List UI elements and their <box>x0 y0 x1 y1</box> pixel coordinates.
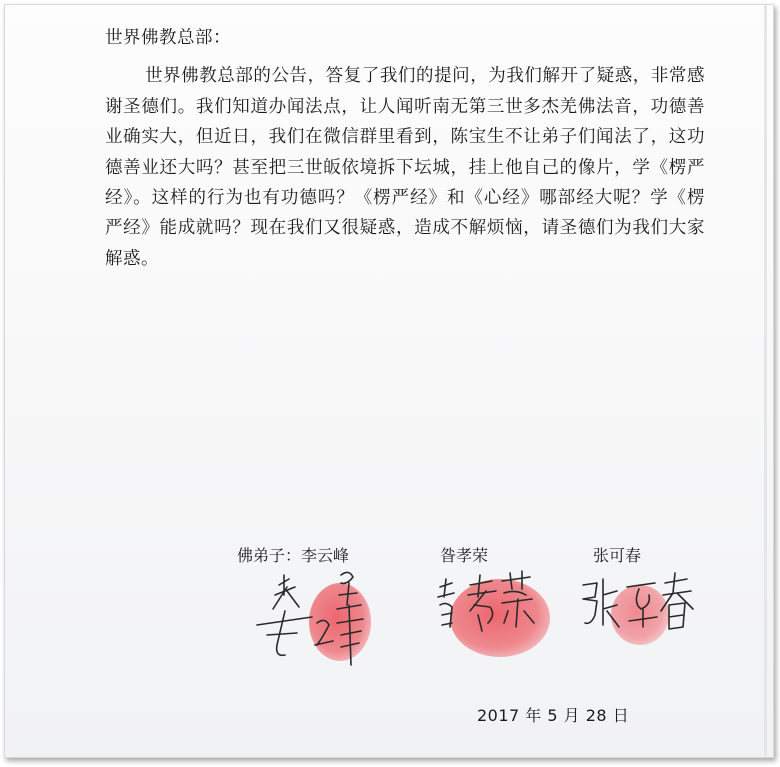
letter-page <box>4 4 774 758</box>
handwritten-signature-2 <box>430 565 590 680</box>
letter-body: 世界佛教总部的公告，答复了我们的提问，为我们解开了疑惑，非常感谢圣德们。我们知道办闻法点，让人闻听南无第三世多杰羌佛法音，功德善业确实大，但近日，我们在微信群里看到，陈宝生不让弟子们闻法了，这功德善业还大吗？甚至把三世皈依境拆下坛城，挂上他自己的像片，学《楞严经》。这样的行为也有功德吗？《楞严经》和《心经》哪部经大呢？学《楞严经》能成就吗？现在我们又很疑惑，造成不解烦恼，请圣德们为我们大家解惑。 <box>105 66 705 269</box>
signer-name-1: 佛弟子：李云峰 <box>237 546 350 565</box>
salutation: 世界佛教总部： <box>105 28 231 48</box>
letter-date: 2017 年 5 月 28 日 <box>477 706 630 725</box>
signature-1 <box>237 565 397 680</box>
signature-3 <box>577 565 737 680</box>
signer-name-2: 昝孝荣 <box>440 546 489 565</box>
signature-2 <box>430 565 590 680</box>
page-edge <box>764 5 767 757</box>
handwritten-signature-3 <box>577 565 737 680</box>
letter-content <box>105 23 705 274</box>
handwritten-signature-1 <box>237 565 397 680</box>
signer-name-3: 张可春 <box>593 546 642 565</box>
